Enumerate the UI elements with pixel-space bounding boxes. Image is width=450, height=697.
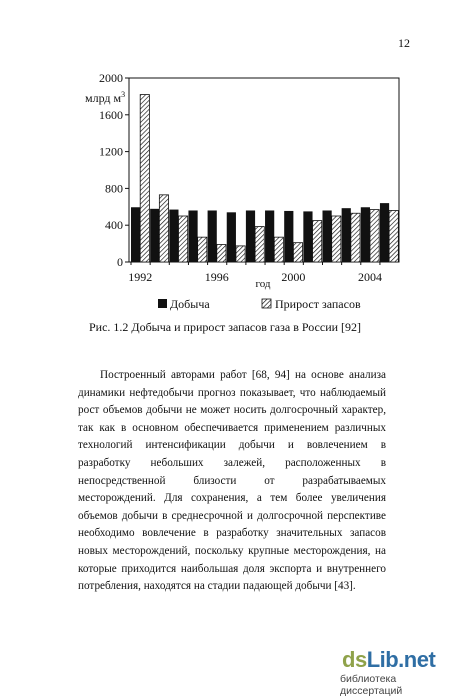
production-bar	[227, 212, 236, 262]
x-tick-label: 2000	[281, 270, 306, 284]
logo-rest: Lib.net	[366, 647, 436, 672]
production-bar	[131, 207, 140, 262]
reserves-bar	[140, 95, 149, 262]
y-tick-label: 2000	[99, 71, 123, 85]
reserves-bar	[255, 227, 264, 262]
page-number: 12	[398, 36, 410, 50]
x-axis-label: год	[255, 278, 271, 290]
dslib-logo	[342, 647, 450, 673]
gas-production-chart	[0, 0, 450, 318]
reserves-bar	[332, 216, 341, 262]
body-text	[78, 367, 386, 596]
reserves-bar	[198, 237, 207, 262]
body-paragraph: Построенный авторами работ [68, 94] на основе анализа динамики нефтедобычи прогноз показывает, что наблюдаемый рост объемов добычи не может носить долгосрочный характер, так как в основном обеспечивается применением различных технологий интенсификации добычи и вовлечением в разработку небольших залежей, расположенных в непосредственной близости от разрабатываемых месторождений. Для сохранения, а тем более увеличения объемов добычи в среднесрочной и долгосрочной перспективе необходимо вовлечение в разработку значительных запасов новых месторождений, поскольку крупные месторождения, на которые приходится наибольшая доля экспорта и внутреннего потребления, находятся на стадии падающей добычи [43].	[78, 369, 386, 593]
production-bar	[361, 207, 370, 262]
x-tick-label: 1996	[204, 270, 229, 284]
production-bar	[322, 210, 331, 262]
dslib-tagline: библиотека диссертаций	[340, 673, 403, 697]
figure-caption: Рис. 1.2 Добыча и прирост запасов газа в России [92]	[88, 320, 362, 334]
y-tick-label: 400	[105, 218, 123, 233]
legend-swatch-production	[158, 299, 167, 308]
reserves-bar	[217, 245, 226, 262]
production-bar	[188, 210, 197, 262]
production-bar	[169, 210, 178, 262]
reserves-bar	[370, 210, 379, 262]
y-tick-label: 1200	[99, 144, 123, 159]
legend-label-production: Добыча	[170, 297, 210, 311]
reserves-bar	[313, 221, 322, 262]
y-tick-label: 800	[105, 181, 123, 196]
reserves-bar	[389, 210, 398, 262]
y-tick-label: 1600	[99, 107, 123, 122]
y-axis-label-superscript: 3	[121, 90, 126, 99]
x-tick-label: 1992	[128, 270, 153, 284]
reserves-bar	[178, 216, 187, 262]
reserves-bar	[274, 237, 283, 262]
reserves-bar	[159, 195, 168, 262]
production-bar	[246, 210, 255, 262]
logo-prefix: ds	[342, 647, 367, 672]
production-bar	[303, 211, 312, 262]
y-tick-label: 0	[117, 255, 123, 269]
production-bar	[208, 210, 217, 262]
production-bar	[284, 211, 293, 262]
legend-label-reserves: Прирост запасов	[275, 297, 361, 311]
reserves-bar	[236, 246, 245, 262]
legend-swatch-reserves	[262, 299, 271, 308]
chart-bars	[131, 95, 398, 262]
production-bar	[150, 209, 159, 262]
production-bar	[265, 210, 274, 262]
reserves-bar	[351, 213, 360, 262]
y-axis-label: млрд $м^3$	[85, 90, 126, 105]
dslib-watermark	[342, 647, 450, 697]
production-bar	[380, 203, 389, 262]
production-bar	[342, 208, 351, 262]
x-tick-label: 2004	[357, 270, 382, 284]
chart-legend	[158, 297, 361, 311]
reserves-bar	[293, 243, 302, 262]
